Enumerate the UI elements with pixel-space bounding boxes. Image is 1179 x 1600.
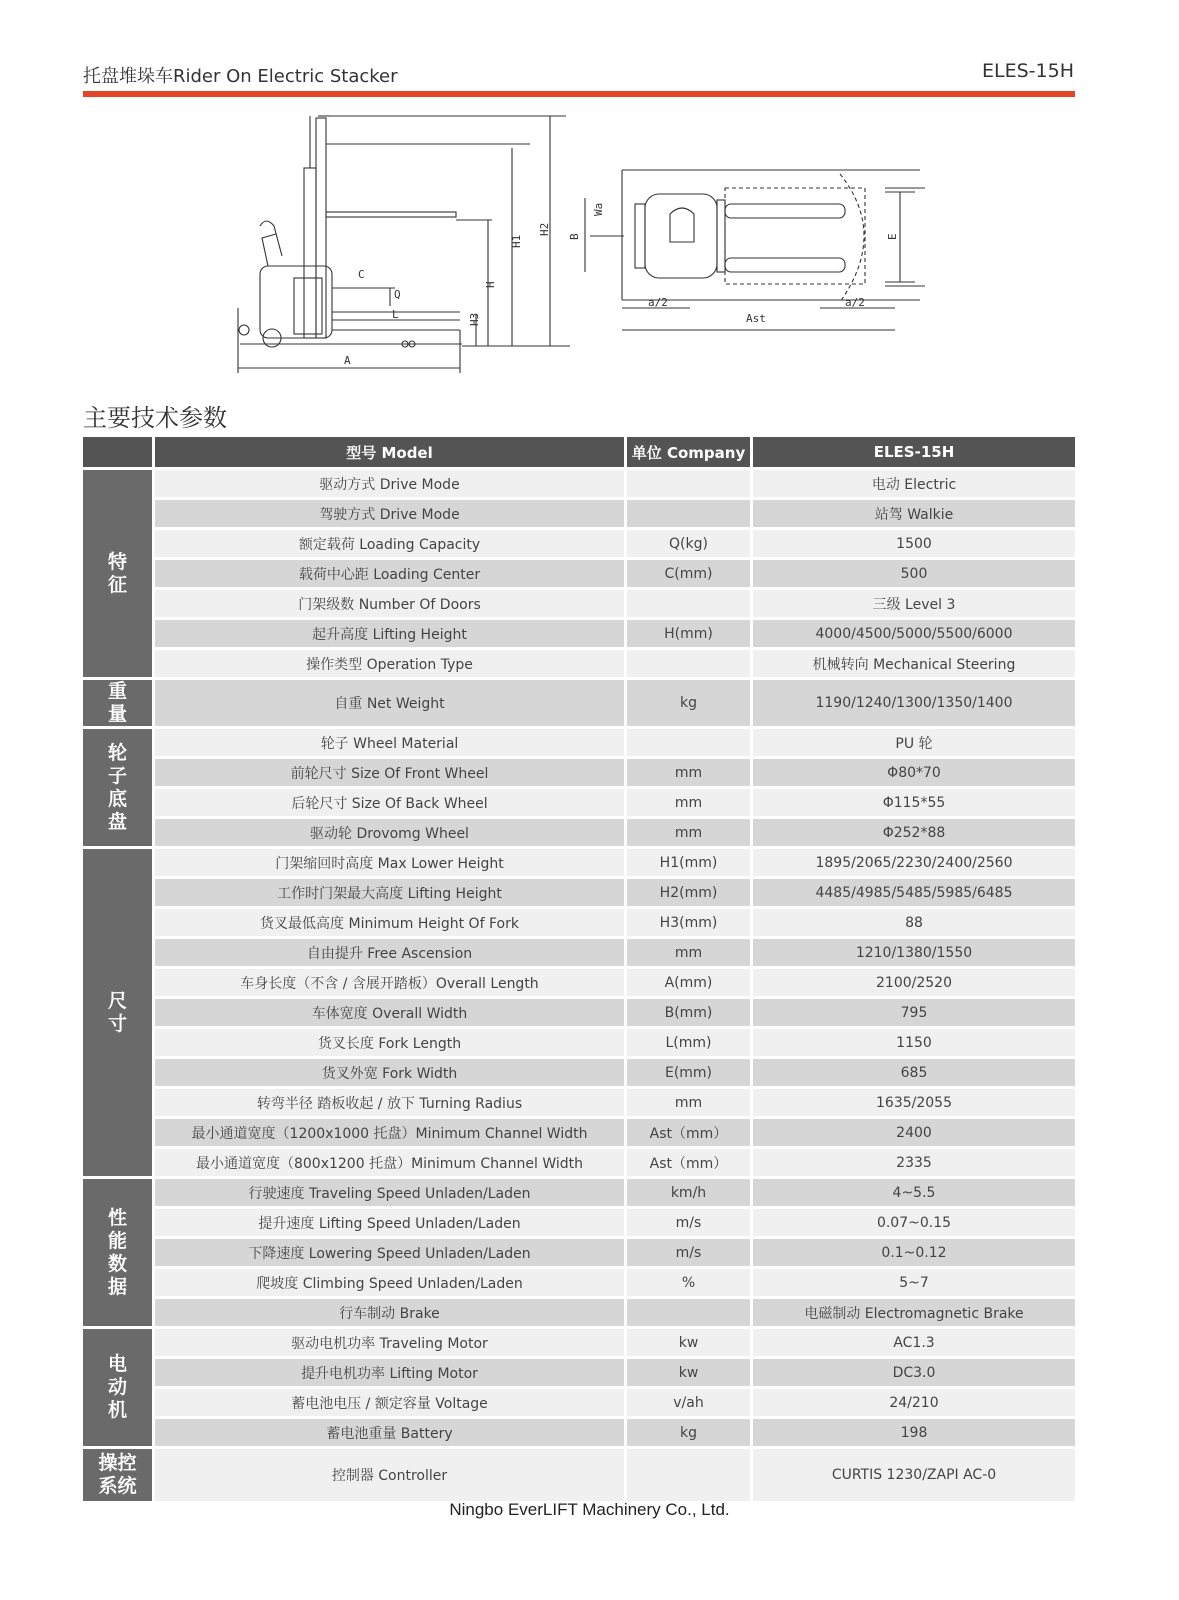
cell-param: 货叉最低高度 Minimum Height Of Fork xyxy=(155,909,627,939)
cell-value: DC3.0 xyxy=(753,1359,1075,1389)
cell-param: 车体宽度 Overall Width xyxy=(155,999,627,1029)
table-row xyxy=(83,969,1075,999)
table-row xyxy=(83,1179,1075,1209)
cell-param: 最小通道宽度（1200x1000 托盘）Minimum Channel Width xyxy=(155,1119,627,1149)
footer-company: Ningbo EverLIFT Machinery Co., Ltd. xyxy=(449,1500,730,1519)
cell-unit: H2(mm) xyxy=(627,879,753,909)
cell-unit: L(mm) xyxy=(627,1029,753,1059)
table-row xyxy=(83,729,1075,759)
cell-value: 2335 xyxy=(753,1149,1075,1179)
table-row xyxy=(83,999,1075,1029)
cell-value: 2400 xyxy=(753,1119,1075,1149)
table-row xyxy=(83,879,1075,909)
cell-value: 795 xyxy=(753,999,1075,1029)
table-row xyxy=(83,1329,1075,1359)
table-row xyxy=(83,590,1075,620)
cell-param: 最小通道宽度（800x1200 托盘）Minimum Channel Width xyxy=(155,1149,627,1179)
cell-value: 4~5.5 xyxy=(753,1179,1075,1209)
table-row xyxy=(83,1029,1075,1059)
cell-param: 蓄电池重量 Battery xyxy=(155,1419,627,1449)
group-label xyxy=(83,1179,155,1329)
svg-text:L: L xyxy=(392,308,399,321)
cell-param: 行驶速度 Traveling Speed Unladen/Laden xyxy=(155,1179,627,1209)
header-blank xyxy=(83,437,155,470)
cell-unit: H3(mm) xyxy=(627,909,753,939)
cell-unit xyxy=(627,650,753,680)
table-header-row xyxy=(83,437,1075,470)
table-row xyxy=(83,680,1075,729)
cell-value: 0.07~0.15 xyxy=(753,1209,1075,1239)
group-label-text: 重量 xyxy=(107,680,127,725)
cell-value: Φ115*55 xyxy=(753,789,1075,819)
svg-text:H3: H3 xyxy=(468,312,481,326)
cell-param: 自由提升 Free Ascension xyxy=(155,939,627,969)
cell-unit: kw xyxy=(627,1329,753,1359)
svg-text:Q: Q xyxy=(394,288,401,301)
table-row xyxy=(83,1059,1075,1089)
model-code: ELES-15H xyxy=(982,60,1074,82)
group-label xyxy=(83,470,155,680)
cell-param: 起升高度 Lifting Height xyxy=(155,620,627,650)
cell-value: 电动 Electric xyxy=(753,470,1075,500)
cell-value: 三级 Level 3 xyxy=(753,590,1075,620)
cell-value: Φ80*70 xyxy=(753,759,1075,789)
table-row xyxy=(83,1209,1075,1239)
cell-param: 驱动电机功率 Traveling Motor xyxy=(155,1329,627,1359)
cell-value: Φ252*88 xyxy=(753,819,1075,849)
cell-unit xyxy=(627,470,753,500)
cell-value: 电磁制动 Electromagnetic Brake xyxy=(753,1299,1075,1329)
svg-text:H: H xyxy=(484,281,497,288)
cell-param: 车身长度（不含 / 含展开踏板）Overall Length xyxy=(155,969,627,999)
cell-param: 操作类型 Operation Type xyxy=(155,650,627,680)
svg-text:A: A xyxy=(344,354,351,367)
cell-unit: mm xyxy=(627,1089,753,1119)
cell-value: 1500 xyxy=(753,530,1075,560)
svg-text:B: B xyxy=(568,233,581,240)
group-label xyxy=(83,1449,155,1504)
cell-unit: E(mm) xyxy=(627,1059,753,1089)
table-row xyxy=(83,1089,1075,1119)
cell-unit xyxy=(627,500,753,530)
technical-drawing xyxy=(230,108,950,388)
table-row xyxy=(83,939,1075,969)
cell-unit: m/s xyxy=(627,1239,753,1269)
cell-value: 4485/4985/5485/5985/6485 xyxy=(753,879,1075,909)
cell-param: 工作时门架最大高度 Lifting Height xyxy=(155,879,627,909)
table-row xyxy=(83,1449,1075,1504)
table-row xyxy=(83,1269,1075,1299)
cell-param: 前轮尺寸 Size Of Front Wheel xyxy=(155,759,627,789)
table-row xyxy=(83,620,1075,650)
cell-value: 24/210 xyxy=(753,1389,1075,1419)
cell-value: PU 轮 xyxy=(753,729,1075,759)
header-divider xyxy=(83,91,1075,97)
group-label xyxy=(83,849,155,1179)
section-title: 主要技术参数 xyxy=(83,404,227,432)
table-row xyxy=(83,909,1075,939)
cell-param: 驾驶方式 Drive Mode xyxy=(155,500,627,530)
cell-unit: H1(mm) xyxy=(627,849,753,879)
table-row xyxy=(83,530,1075,560)
cell-unit: mm xyxy=(627,759,753,789)
header-unit: 单位 Company xyxy=(627,437,753,470)
table-row xyxy=(83,849,1075,879)
cell-param: 转弯半径 踏板收起 / 放下 Turning Radius xyxy=(155,1089,627,1119)
svg-text:Wa: Wa xyxy=(592,202,605,216)
cell-value: 0.1~0.12 xyxy=(753,1239,1075,1269)
cell-value: 4000/4500/5000/5500/6000 xyxy=(753,620,1075,650)
group-label-text: 特征 xyxy=(107,550,127,596)
cell-value: 站驾 Walkie xyxy=(753,500,1075,530)
cell-param: 提升电机功率 Lifting Motor xyxy=(155,1359,627,1389)
table-row xyxy=(83,1299,1075,1329)
cell-value: 1895/2065/2230/2400/2560 xyxy=(753,849,1075,879)
cell-unit: A(mm) xyxy=(627,969,753,999)
table-row xyxy=(83,1389,1075,1419)
cell-unit xyxy=(627,1449,753,1504)
cell-value: 88 xyxy=(753,909,1075,939)
table-row xyxy=(83,1359,1075,1389)
header-model-code: ELES-15H xyxy=(753,437,1075,470)
cell-value: AC1.3 xyxy=(753,1329,1075,1359)
cell-unit xyxy=(627,729,753,759)
cell-unit: mm xyxy=(627,789,753,819)
cell-value: 500 xyxy=(753,560,1075,590)
cell-param: 蓄电池电压 / 额定容量 Voltage xyxy=(155,1389,627,1419)
cell-unit xyxy=(627,590,753,620)
cell-value: 685 xyxy=(753,1059,1075,1089)
table-row xyxy=(83,500,1075,530)
group-label xyxy=(83,729,155,849)
cell-param: 后轮尺寸 Size Of Back Wheel xyxy=(155,789,627,819)
cell-param: 自重 Net Weight xyxy=(155,680,627,729)
group-label xyxy=(83,1329,155,1449)
cell-unit: Ast（mm） xyxy=(627,1149,753,1179)
svg-text:H1: H1 xyxy=(510,234,523,248)
svg-text:E: E xyxy=(886,233,899,240)
header-model: 型号 Model xyxy=(155,437,627,470)
cell-unit: km/h xyxy=(627,1179,753,1209)
svg-text:C: C xyxy=(358,268,365,281)
cell-param: 下降速度 Lowering Speed Unladen/Laden xyxy=(155,1239,627,1269)
group-label-text: 性能数据 xyxy=(107,1206,127,1298)
cell-param: 行车制动 Brake xyxy=(155,1299,627,1329)
diagram-labels-top xyxy=(568,203,899,325)
cell-param: 控制器 Controller xyxy=(155,1449,627,1504)
cell-param: 提升速度 Lifting Speed Unladen/Laden xyxy=(155,1209,627,1239)
spec-table-body xyxy=(83,470,1075,1504)
cell-param: 额定载荷 Loading Capacity xyxy=(155,530,627,560)
group-label-text: 电动机 xyxy=(107,1353,127,1421)
cell-value: 198 xyxy=(753,1419,1075,1449)
spec-table xyxy=(83,437,1075,1504)
table-row xyxy=(83,819,1075,849)
table-row xyxy=(83,1239,1075,1269)
cell-unit: m/s xyxy=(627,1209,753,1239)
group-label xyxy=(83,680,155,729)
table-row xyxy=(83,1149,1075,1179)
cell-unit: % xyxy=(627,1269,753,1299)
cell-param: 货叉外宽 Fork Width xyxy=(155,1059,627,1089)
cell-unit: C(mm) xyxy=(627,560,753,590)
table-row xyxy=(83,1119,1075,1149)
svg-text:Ast: Ast xyxy=(746,312,766,325)
table-row xyxy=(83,759,1075,789)
group-label-text: 轮子底盘 xyxy=(107,741,127,833)
cell-value: 2100/2520 xyxy=(753,969,1075,999)
cell-param: 驱动轮 Drovomg Wheel xyxy=(155,819,627,849)
cell-value: 1190/1240/1300/1350/1400 xyxy=(753,680,1075,729)
cell-param: 门架级数 Number Of Doors xyxy=(155,590,627,620)
cell-param: 轮子 Wheel Material xyxy=(155,729,627,759)
cell-value: 1210/1380/1550 xyxy=(753,939,1075,969)
cell-value: 1150 xyxy=(753,1029,1075,1059)
cell-unit: Q(kg) xyxy=(627,530,753,560)
cell-unit: mm xyxy=(627,819,753,849)
cell-value: 机械转向 Mechanical Steering xyxy=(753,650,1075,680)
table-row xyxy=(83,789,1075,819)
table-row xyxy=(83,560,1075,590)
cell-unit: mm xyxy=(627,939,753,969)
cell-unit: kg xyxy=(627,1419,753,1449)
cell-unit: v/ah xyxy=(627,1389,753,1419)
page-title: 托盘堆垛车Rider On Electric Stacker xyxy=(83,66,398,87)
cell-param: 爬坡度 Climbing Speed Unladen/Laden xyxy=(155,1269,627,1299)
cell-unit: B(mm) xyxy=(627,999,753,1029)
svg-text:a/2: a/2 xyxy=(648,296,668,309)
cell-unit: kg xyxy=(627,680,753,729)
group-label-text: 操控系统 xyxy=(98,1452,137,1497)
cell-unit: kw xyxy=(627,1359,753,1389)
cell-value: CURTIS 1230/ZAPI AC-0 xyxy=(753,1449,1075,1504)
svg-text:H2: H2 xyxy=(538,222,551,236)
cell-param: 驱动方式 Drive Mode xyxy=(155,470,627,500)
cell-value: 1635/2055 xyxy=(753,1089,1075,1119)
table-row xyxy=(83,470,1075,500)
svg-text:a/2: a/2 xyxy=(845,296,865,309)
cell-param: 货叉长度 Fork Length xyxy=(155,1029,627,1059)
diagram-labels xyxy=(344,223,551,367)
table-row xyxy=(83,650,1075,680)
table-row xyxy=(83,1419,1075,1449)
cell-param: 门架缩回时高度 Max Lower Height xyxy=(155,849,627,879)
cell-unit: H(mm) xyxy=(627,620,753,650)
cell-value: 5~7 xyxy=(753,1269,1075,1299)
cell-unit: Ast（mm） xyxy=(627,1119,753,1149)
group-label-text: 尺寸 xyxy=(107,989,127,1035)
top-view xyxy=(585,170,925,330)
cell-param: 载荷中心距 Loading Center xyxy=(155,560,627,590)
cell-unit xyxy=(627,1299,753,1329)
